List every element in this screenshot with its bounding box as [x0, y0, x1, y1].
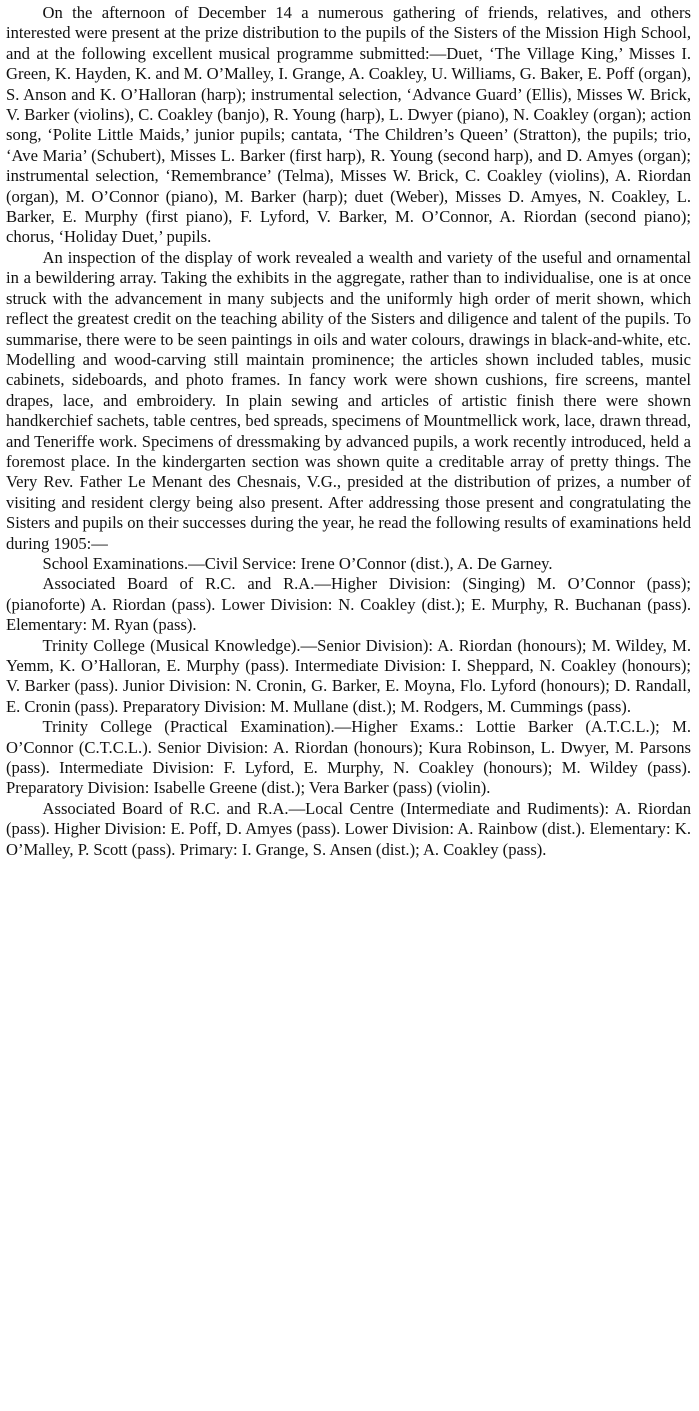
paragraph-trinity-practical: Trinity College (Practical Examination).—Higher Exams.: Lottie Barker (A.T.C.L.); M. O’Connor (C.T.C.L.). Senior Division: A. Riordan (honours); Kura Robinson, L. Dwyer, M. Parsons (pass). Intermediate Division: F. Lyford, E. Murphy, N. Coakley (honours); M. Wildey (pass). Preparatory Division: Isabelle Greene (dist.); Vera Barker (pass) (violin).	[6, 717, 691, 798]
paragraph-school-examinations: School Examinations.—Civil Service: Irene O’Connor (dist.), A. De Garney.	[42, 553, 553, 573]
paragraph-display-of-work: An inspection of the display of work revealed a wealth and variety of the useful and ornamental in a bewildering array. Taking the exhibits in the aggregate, rather than to individualise, one is at once struck with the advancement in many subjects and the uniformly high order of merit shown, which reflect the greatest credit on the teaching ability of the Sisters and diligence and talent of the pupils. To summarise, there were to be seen paintings in oils and water colours, drawings in black-and-white, etc. Modelling and wood-carving still maintain prominence; the articles shown included tables, music cabinets, sideboards, and photo frames. In fancy work were shown cushions, fire screens, mantel drapes, lace, and embroidery. In plain sewing and articles of artistic finish there were shown handkerchief sachets, table centres, bed spreads, specimens of Mountmellick work, lace, drawn thread, and Teneriffe work. Specimens of dressmaking by advanced pupils, a work recently introduced, held a foremost place. In the kindergarten section was shown quite a creditable array of pretty things. The Very Rev. Father Le Menant des Chesnais, V.G., presided at the distribution of prizes, a number of visiting and resident clergy being also present. After addressing those present and congratulating the Sisters and pupils on their successes during the year, he read the following results of examinations held during 1905:—	[6, 247, 691, 553]
paragraph-associated-board-local-centre: Associated Board of R.C. and R.A.—Local Centre (Intermediate and Rudiments): A. Riordan (pass). Higher Division: E. Poff, D. Amyes (pass). Lower Division: A. Rainbow (dist.). Elementary: K. O’Malley, P. Scott (pass). Primary: I. Grange, S. Ansen (dist.); A. Coakley (pass).	[6, 798, 691, 859]
paragraph-associated-board-singing: Associated Board of R.C. and R.A.—Higher Division: (Singing) M. O’Connor (pass); (pianoforte) A. Riordan (pass). Lower Division: N. Coakley (dist.); E. Murphy, R. Buchanan (pass). Elementary: M. Ryan (pass).	[6, 574, 691, 635]
paragraph-musical-programme: On the afternoon of December 14 a numerous gathering of friends, relatives, and others interested were present at the prize distribution to the pupils of the Sisters of the Mission High School, and at the following excellent musical programme submitted:—Duet, ‘The Village King,’ Misses I. Green, K. Hayden, K. and M. O’Malley, I. Grange, A. Coakley, U. Williams, G. Baker, E. Poff (organ), S. Anson and K. O’Halloran (harp); instrumental selection, ‘Advance Guard’ (Ellis), Misses W. Brick, V. Barker (violins), C. Coakley (banjo), R. Young (harp), L. Dwyer (piano), N. Coakley (organ); action song, ‘Polite Little Maids,’ junior pupils; cantata, ‘The Children’s Queen’ (Stratton), the pupils; trio, ‘Ave Maria’ (Schubert), Misses L. Barker (first harp), R. Young (second harp), and D. Amyes (organ); instrumental selection, ‘Remembrance’ (Telma), Misses W. Brick, C. Coakley (violins), A. Riordan (organ), M. O’Connor (piano), M. Barker (harp); duet (Weber), Misses D. Amyes, N. Coakley, L. Barker, E. Murphy (first piano), F. Lyford, V. Barker, M. O’Connor, A. Riordan (second piano); chorus, ‘Holiday Duet,’ pupils.	[6, 3, 691, 247]
paragraph-trinity-musical-knowledge: Trinity College (Musical Knowledge).—Senior Division): A. Riordan (honours); M. Wildey, M. Yemm, K. O’Halloran, E. Murphy (pass). Intermediate Division: I. Sheppard, N. Coakley (honours); V. Barker (pass). Junior Division: N. Cronin, G. Barker, E. Moyna, Flo. Lyford (honours); D. Randall, E. Cronin (pass). Preparatory Division: M. Mullane (dist.); M. Rodgers, M. Cummings (pass).	[6, 635, 691, 716]
